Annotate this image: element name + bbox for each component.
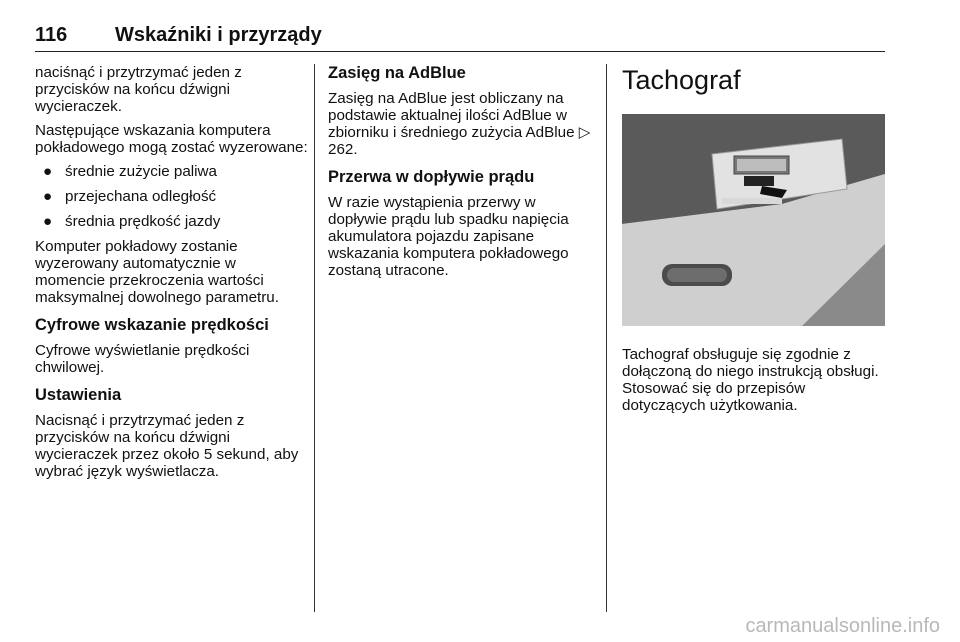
watermark: carmanualsonline.info (745, 615, 940, 637)
chapter-title: Wskaźniki i przyrządy (115, 24, 322, 46)
paragraph: Komputer pokładowy zostanie wyzerowany automatycznie w momencie przekroczenia wartości maksymalnej dowolnego parametru. (35, 238, 279, 306)
paragraph: Zasięg na AdBlue jest obliczany na podstawie aktualnej ilości AdBlue w zbiorniku i średniego zużycia AdBlue ▷ 262. (328, 90, 591, 158)
column-left (35, 64, 310, 487)
section-heading: Zasięg na AdBlue (328, 64, 466, 82)
list-item: ● przejechana odległość (43, 188, 217, 205)
list-item: ● średnie zużycie paliwa (43, 163, 217, 180)
column-middle (328, 64, 596, 286)
paragraph: naciśnąć i przytrzymać jeden z przycisków na końcu dźwigni wycieraczek. (35, 64, 242, 115)
paragraph: Tachograf obsługuje się zgodnie z dołączoną do niego instrukcją obsługi. Stosować się do przepisów dotyczących użytkowania. (622, 346, 879, 414)
tachograph-illustration (622, 114, 885, 326)
page-reference-link[interactable]: 262. (328, 141, 358, 158)
paragraph: Następujące wskazania komputera pokładowego mogą zostać wyzerowane: (35, 122, 308, 156)
paragraph: Cyfrowe wyświetlanie prędkości chwilowej. (35, 342, 250, 376)
bullet-icon: ● (43, 188, 53, 205)
tachograph-photo (622, 114, 885, 326)
column-divider (314, 64, 315, 612)
page-number: 116 (35, 24, 68, 46)
reset-values-list (35, 163, 310, 230)
page-reference-arrow-icon: ▷ (578, 124, 591, 141)
column-right (622, 64, 890, 421)
section-heading: Ustawienia (35, 386, 122, 404)
section-heading: Cyfrowe wskazanie prędkości (35, 316, 269, 334)
section-heading: Przerwa w dopływie prądu (328, 168, 535, 186)
paragraph: W razie wystąpienia przerwy w dopływie prądu lub spadku napięcia akumulatora pojazdu zapisane wskazania komputera pokładowego zostaną utracone. (328, 194, 569, 279)
bullet-icon: ● (43, 163, 53, 180)
paragraph: Nacisnąć i przytrzymać jeden z przycisków na końcu dźwigni wycieraczek przez około 5 sekund, aby wybrać język wyświetlacza. (35, 412, 299, 480)
list-item: ● średnia prędkość jazdy (43, 213, 221, 230)
column-divider (606, 64, 607, 612)
bullet-icon: ● (43, 213, 53, 230)
page-header (35, 24, 885, 52)
section-title: Tachograf (622, 65, 741, 95)
